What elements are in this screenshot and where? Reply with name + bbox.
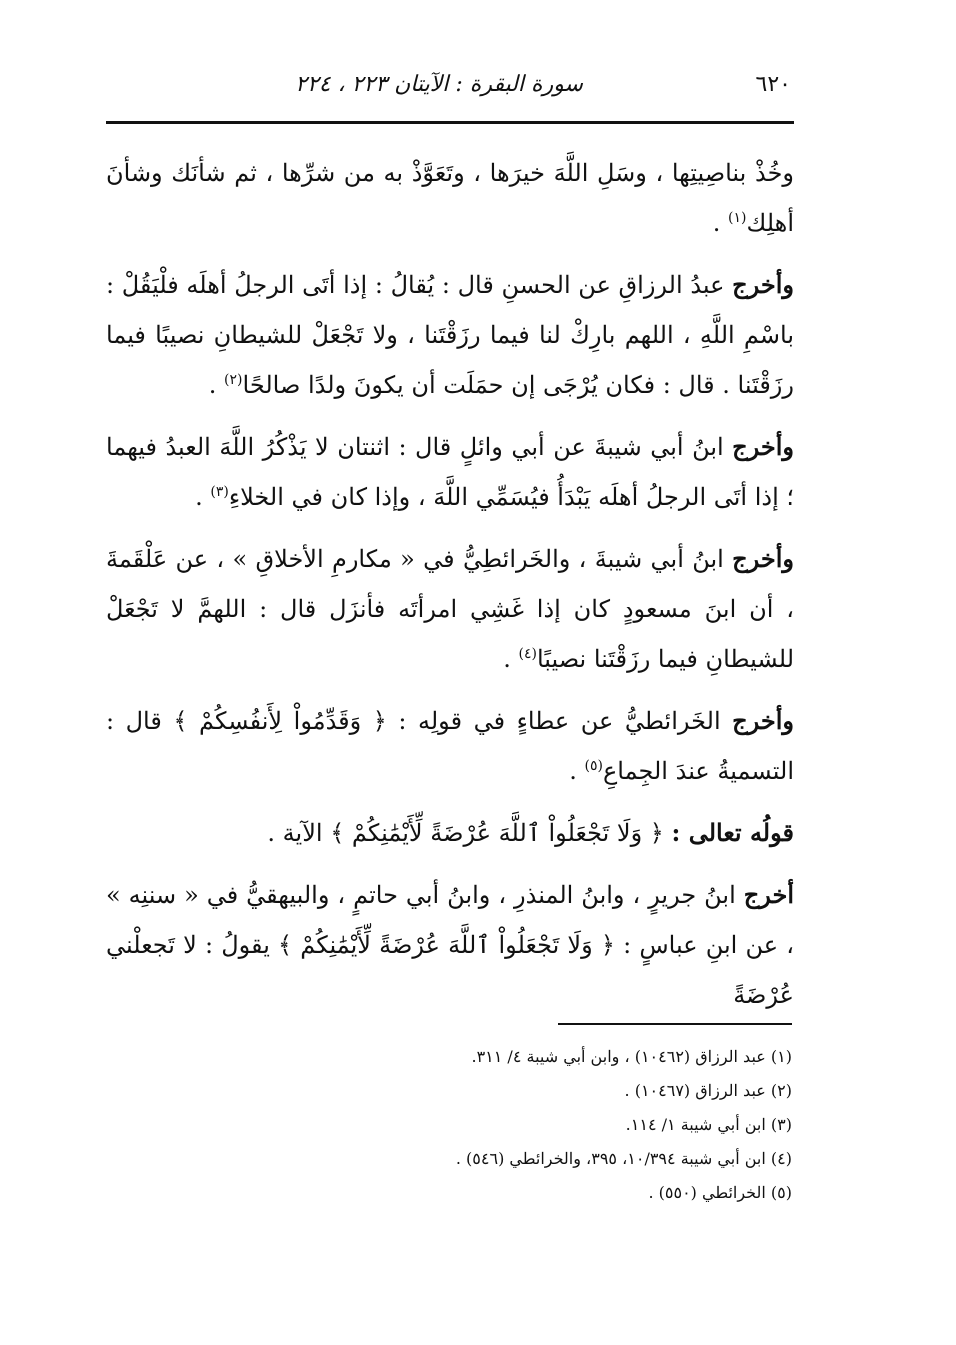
paragraph bbox=[106, 148, 794, 248]
page-header bbox=[108, 72, 791, 108]
footnote-ref[interactable]: (٢) bbox=[224, 372, 243, 388]
paragraph-tail: . bbox=[503, 645, 519, 673]
paragraph-text: وخُذْ بناصِيتِها ، وسَلِ اللَّهَ خيرَها ، وتَعَوَّذْ به من شرِّها ، ثم شأنَك وشأنَ أهلِك bbox=[106, 159, 794, 237]
verse-heading bbox=[106, 808, 794, 858]
page-number: ٦٢٠ bbox=[755, 72, 791, 97]
paragraph-lead: قولُه تعالى : bbox=[671, 818, 794, 847]
paragraph-text: ابنُ جريرٍ ، وابنُ المنذرِ ، وابنُ أبي حاتمٍ ، والبيهقيُّ في « سننِه » ، عن ابنِ عباسٍ : ﴿ وَلَا تَجْعَلُواْ ٱللَّهَ عُرْضَةً لِّأَيْمَٰنِكُمْ ﴾ يقولُ : لا تَجعلْني عُرْضَةً bbox=[106, 881, 794, 1009]
footnote: (٣) ابن أبي شيبة ١/ ١١٤. bbox=[625, 1115, 792, 1134]
paragraph-text: ابنُ أبي شيبةَ ، والخَرائطِيُّ في « مكارمِ الأخلاقِ » ، عن عَلْقَمةَ ، أن ابنَ مسعودٍ كان إذا غَشِي امرأتَه فأنزَل قال : اللهمَّ لا تَجْعَلْ للشيطانِ فيما رزَقْتَنا نصيبًا bbox=[106, 545, 794, 673]
main-text bbox=[106, 148, 794, 1032]
footnote: (٤) ابن أبي شيبة ١٠/٣٩٤، ٣٩٥، والخرائطي (٥٤٦) . bbox=[455, 1149, 792, 1168]
footnote-ref[interactable]: (٣) bbox=[210, 484, 229, 500]
paragraph-text: ابنُ أبي شيبةَ عن أبي وائلٍ قال : اثنتان لا يَذْكُرُ اللَّهَ العبدُ فيهما ؛ إذا أتَى الرجلُ أهلَه يَبْدَأُ فيُسَمِّي اللَّهَ ، وإذا كان في الخلاءِ bbox=[106, 433, 794, 511]
paragraph-tail: . bbox=[195, 483, 211, 511]
footnotes bbox=[232, 1040, 792, 1210]
paragraph-lead: وأخرج bbox=[732, 706, 794, 735]
footnote: (٥) الخرائطي (٥٥٠) . bbox=[648, 1183, 792, 1202]
paragraph-text: ﴿ وَلَا تَجْعَلُواْ ٱللَّهَ عُرْضَةً لِّأَيْمَٰنِكُمْ ﴾ الآية . bbox=[267, 819, 672, 847]
footnote-ref[interactable]: (١) bbox=[728, 210, 747, 226]
paragraph bbox=[106, 696, 794, 796]
paragraph-text: عبدُ الرزاقِ عن الحسنِ قال : يُقالُ : إذا أتَى الرجلُ أهلَه فلْيَقُلْ : باسْمِ اللَّهِ ، اللهم بارِكْ لنا فيما رزَقْتَنا ، ولا تَجْعَلْ للشيطانِ نصيبًا فيما رزَقْتَنا . قال : فكان يُرْجَى إن حمَلَت أن يكونَ ولدًا صالحًا bbox=[106, 271, 794, 399]
paragraph-lead: وأخرج bbox=[732, 432, 794, 461]
paragraph bbox=[106, 870, 794, 1020]
paragraph bbox=[106, 422, 794, 522]
paragraph-tail: . bbox=[712, 209, 729, 237]
footnote-ref[interactable]: (٥) bbox=[584, 758, 603, 774]
paragraph bbox=[106, 534, 794, 684]
footnote: (١) عبد الرزاق (١٠٤٦٢) ، وابن أبي شيبة ٤/ ٣١١. bbox=[471, 1047, 792, 1066]
paragraph-lead: وأخرج bbox=[732, 544, 794, 573]
paragraph-lead: وأخرج bbox=[732, 270, 794, 299]
footnote-rule bbox=[558, 1023, 792, 1025]
header-rule bbox=[106, 121, 794, 124]
running-title: سورة البقرة : الآيتان ٢٢٣ ، ٢٢٤ bbox=[295, 72, 583, 97]
paragraph-lead: أخرج bbox=[743, 880, 794, 909]
paragraph bbox=[106, 260, 794, 410]
paragraph-tail: . bbox=[208, 371, 225, 399]
paragraph-text: الخَرائطيُّ عن عطاءٍ في قولِه : ﴿ وَقَدِّمُواْ لِأَنفُسِكُمْ ﴾ قال : التسميةُ عندَ الجِماعِ bbox=[106, 707, 794, 785]
footnote-ref[interactable]: (٤) bbox=[518, 646, 537, 662]
footnote: (٢) عبد الرزاق (١٠٤٦٧) . bbox=[624, 1081, 792, 1100]
paragraph-tail: . bbox=[569, 757, 585, 785]
